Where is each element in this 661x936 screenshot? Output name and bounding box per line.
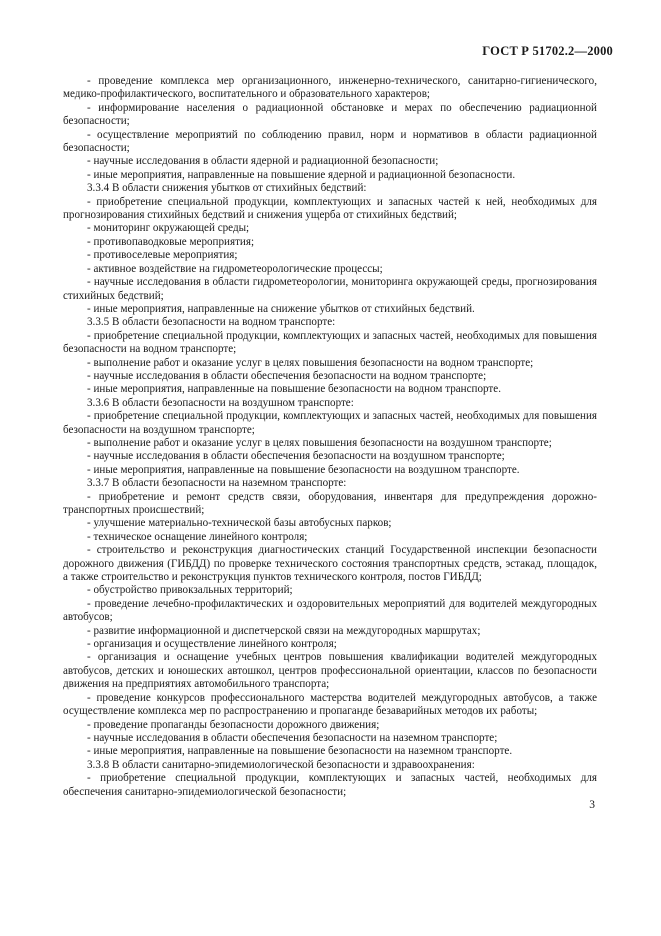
paragraph: - выполнение работ и оказание услуг в целях повышения безопасности на воздушном транспорте; <box>87 436 552 449</box>
paragraph: - активное воздействие на гидрометеорологические процессы; <box>87 262 383 275</box>
paragraph: - иные мероприятия, направленные на повышение безопасности на водном транспорте. <box>87 383 501 396</box>
section-heading-3-3-8: 3.3.8 В области санитарно-эпидемиологической безопасности и здравоохранения: <box>87 758 475 771</box>
paragraph: - научные исследования в области обеспечения безопасности на наземном транспорте; <box>87 731 498 744</box>
paragraph: - приобретение специальной продукции, комплектующих и запасных частей, необходимых для повышения безопасности на воздушном транспорте; <box>63 410 597 436</box>
paragraph: - приобретение специальной продукции, комплектующих и запасных частей, необходимых для обеспечения санитарно-эпидемиологической безопасности; <box>63 772 597 798</box>
paragraph: - мониторинг окружающей среды; <box>87 222 250 235</box>
paragraph: - иные мероприятия, направленные на повышение безопасности на воздушном транспорте. <box>87 463 520 476</box>
paragraph: - проведение конкурсов профессионального мастерства водителей междугородных автобусов, а также осуществление комплекса мер по распространению и пропаганде безаварийных методов их работы; <box>63 691 597 718</box>
paragraph: - осуществление мероприятий по соблюдению правил, норм и нормативов в области радиационной безопасности; <box>63 128 597 155</box>
paragraph: - строительство и реконструкция диагностических станций Государственной инспекции безопасности дорожного движения (ГИБДД) по проверке технического состояния транспортных средств, эстакад, площадок, а также строительство и реконструкция пунктов технического контроля, постов ГИБДД; <box>63 544 597 584</box>
paragraph: - приобретение специальной продукции, комплектующих и запасных частей, необходимых для повышения безопасности на водном транспорте; <box>63 329 597 356</box>
paragraph: - научные исследования в области ядерной и радиационной безопасности; <box>87 155 439 168</box>
paragraph: - научные исследования в области обеспечения безопасности на водном транспорте; <box>87 369 487 382</box>
document-header: ГОСТ Р 51702.2—2000 <box>482 44 613 58</box>
paragraph: - научные исследования в области обеспечения безопасности на воздушном транспорте; <box>87 450 505 463</box>
section-heading-3-3-7: 3.3.7 В области безопасности на наземном транспорте: <box>87 477 347 490</box>
section-heading-3-3-4: 3.3.4 В области снижения убытков от стихийных бедствий: <box>87 182 367 195</box>
paragraph: - техническое оснащение линейного контроля; <box>87 530 308 543</box>
paragraph: - проведение лечебно-профилактических и оздоровительных мероприятий для водителей междугородных автобусов; <box>63 597 597 624</box>
section-heading-3-3-5: 3.3.5 В области безопасности на водном транспорте: <box>87 316 336 329</box>
paragraph: - выполнение работ и оказание услуг в целях повышения безопасности на водном транспорте; <box>87 356 534 369</box>
paragraph: - проведение пропаганды безопасности дорожного движения; <box>87 718 380 731</box>
page-number: 3 <box>589 799 595 811</box>
paragraph: - противопаводковые мероприятия; <box>87 235 255 248</box>
paragraph: - приобретение специальной продукции, комплектующих и запасных частей к ней, необходимых для прогнозирования стихийных бедствий и снижения ущерба от стихийных бедствий; <box>63 195 597 222</box>
paragraph: - иные мероприятия, направленные на снижение убытков от стихийных бедствий. <box>87 302 475 315</box>
paragraph: - проведение комплекса мер организационного, инженерно-технического, санитарно-гигиенического, медико-профилактического, воспитательного и образовательного характеров; <box>63 75 597 101</box>
paragraph: - улучшение материально-технической базы автобусных парков; <box>87 517 392 530</box>
paragraph: - противоселевые мероприятия; <box>87 249 238 262</box>
paragraph: - организация и оснащение учебных центров повышения квалификации водителей междугородных автобусов, детских и юношеских автошкол, центров профессиональной ориентации, классов по безопасности движения на предприятиях автомобильного транспорта; <box>63 651 597 691</box>
paragraph: - иные мероприятия, направленные на повышение безопасности на наземном транспорте. <box>87 745 513 758</box>
paragraph: - приобретение и ремонт средств связи, оборудования, инвентаря для предупреждения дорожно-транспортных происшествий; <box>63 490 597 516</box>
section-heading-3-3-6: 3.3.6 В области безопасности на воздушном транспорте: <box>87 396 354 409</box>
paragraph: - обустройство привокзальных территорий; <box>87 584 293 597</box>
paragraph: - научные исследования в области гидрометеорологии, мониторинга окружающей среды, прогнозирования стихийных бедствий; <box>63 276 597 302</box>
body-text <box>63 75 597 799</box>
paragraph: - информирование населения о радиационной обстановке и мерах по обеспечению радиационной безопасности; <box>63 101 597 128</box>
paragraph: - иные мероприятия, направленные на повышение ядерной и радиационной безопасности. <box>87 168 516 181</box>
paragraph: - развитие информационной и диспетчерской связи на междугородных маршрутах; <box>87 624 481 637</box>
paragraph: - организация и осуществление линейного контроля; <box>87 638 337 651</box>
